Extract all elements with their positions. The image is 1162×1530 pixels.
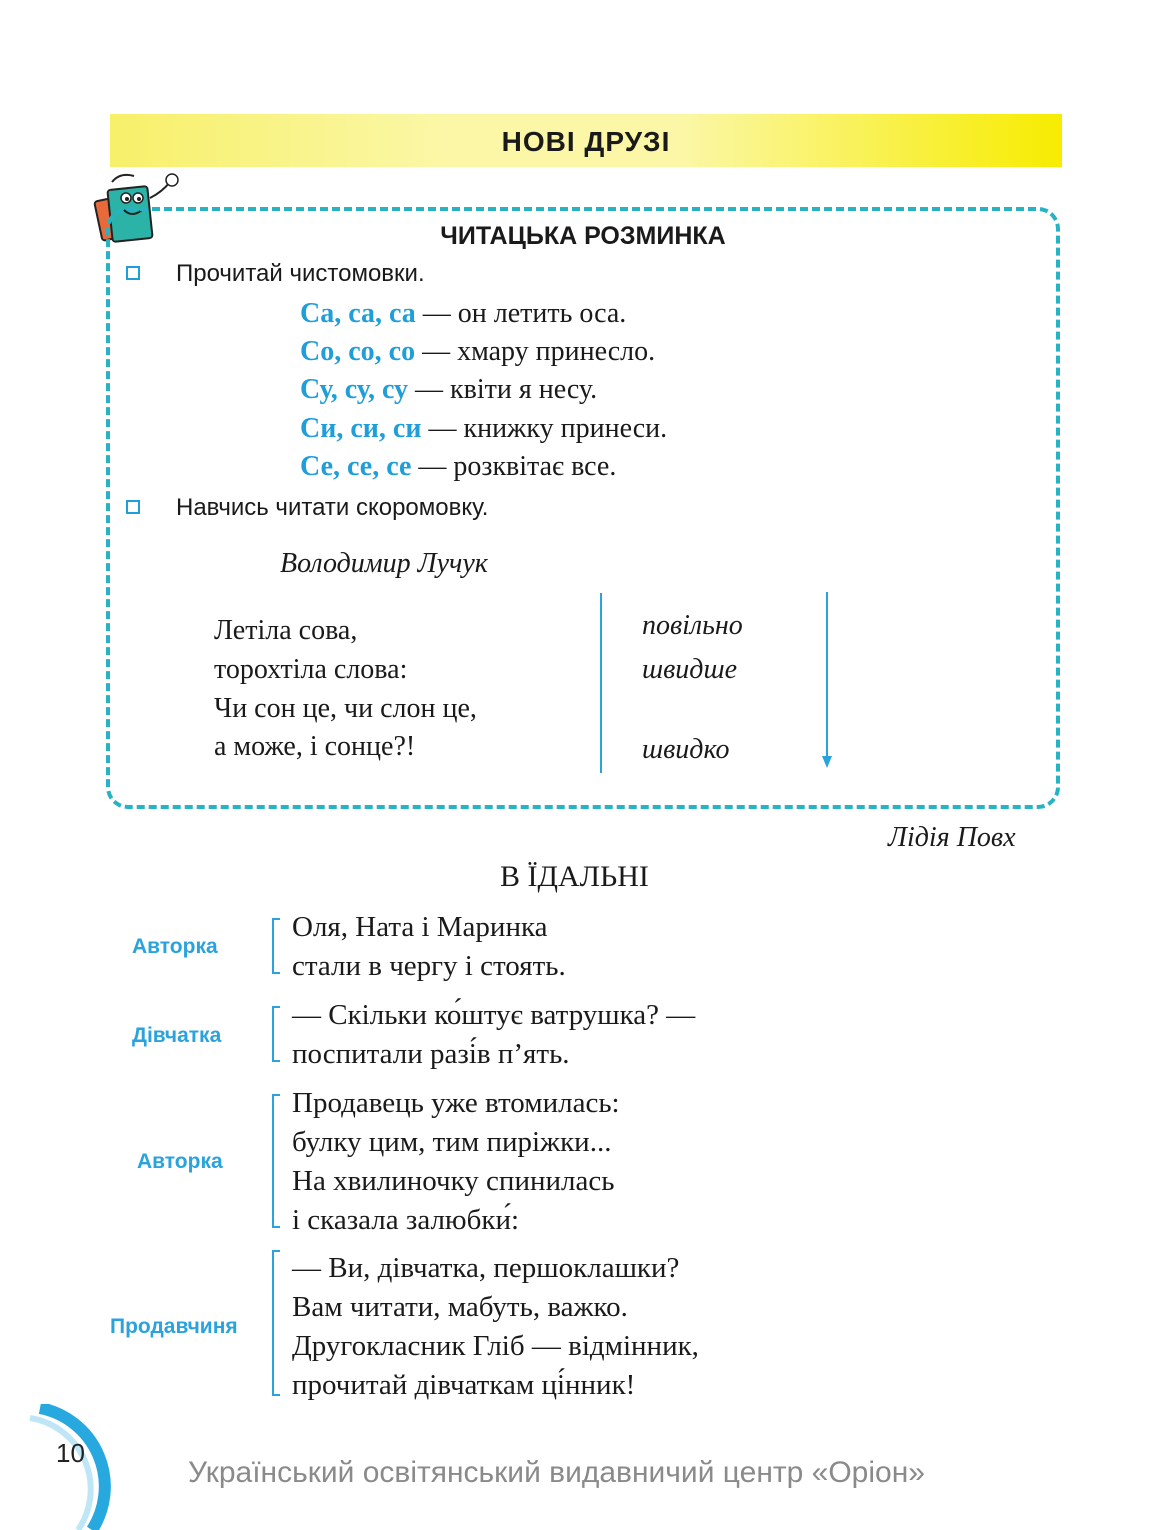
- stanza: [292, 996, 695, 1074]
- phrase-line: Су, су, су — квіти я несу.: [300, 374, 598, 405]
- verse-line: Оля, Ната і Маринка: [292, 911, 548, 943]
- phrase-line: Се, се, се — розквітає все.: [300, 451, 617, 482]
- stanza-bracket: [272, 1094, 280, 1228]
- stanza: [292, 1249, 699, 1405]
- poem-title: В ЇДАЛЬНІ: [500, 860, 649, 893]
- phrase-line: Со, со, со — хмару принесло.: [300, 336, 656, 367]
- stanza: [292, 908, 566, 986]
- stanza-bracket: [272, 918, 280, 974]
- verse-line: На хвилиночку спинилась: [292, 1165, 615, 1197]
- tempo-label: швидко: [642, 734, 730, 765]
- phrase-line: Си, си, си — книжку принеси.: [300, 413, 668, 444]
- stanza-bracket: [272, 1006, 280, 1062]
- twister-line: торохтіла слова:: [214, 654, 408, 685]
- verse-line: і сказала залюбки́:: [292, 1204, 520, 1236]
- tempo-label: швидше: [642, 654, 738, 685]
- checkbox-icon: [126, 266, 140, 280]
- twister-line: Летіла сова,: [214, 615, 358, 646]
- role-label: Авторка: [132, 935, 218, 958]
- verse-line: поспитали разі́в п’ять.: [292, 1038, 570, 1070]
- divider: [600, 593, 602, 773]
- verse-line: — Ви, дівчатка, першоклашки?: [292, 1252, 680, 1284]
- publisher-footer: Український освітянський видавничий центр «Оріон»: [188, 1456, 925, 1489]
- task-instruction: Навчись читати скоромовку.: [176, 494, 489, 521]
- verse-line: прочитай дівчаткам ці́нник!: [292, 1369, 636, 1401]
- verse-line: Вам читати, мабуть, важко.: [292, 1291, 628, 1323]
- role-label: Дівчатка: [132, 1024, 222, 1047]
- arrow-down-icon: [818, 592, 836, 770]
- verse-line: Продавець уже втомилась:: [292, 1087, 620, 1119]
- page-number: 10: [56, 1438, 85, 1468]
- verse-line: — Скільки ко́штує ватрушка? —: [292, 999, 696, 1031]
- twister-line: а може, і сонце?!: [214, 731, 416, 762]
- twister-author: Володимир Лучук: [280, 548, 488, 579]
- stanza: [292, 1084, 620, 1240]
- section-title-band: [110, 114, 1062, 167]
- twister-line: Чи сон це, чи слон це,: [214, 693, 477, 724]
- verse-line: булку цим, тим пиріжки...: [292, 1126, 612, 1158]
- verse-line: Другокласник Гліб — відмінник,: [292, 1330, 699, 1362]
- stanza-bracket: [272, 1250, 280, 1396]
- role-label: Авторка: [137, 1150, 223, 1173]
- checkbox-icon: [126, 500, 140, 514]
- verse-line: стали в чергу і стоять.: [292, 950, 566, 982]
- poem-author: Лідія Повх: [888, 822, 1016, 853]
- section-title: НОВІ ДРУЗІ: [501, 126, 671, 157]
- warmup-title: ЧИТАЦЬКА РОЗМИНКА: [440, 222, 726, 250]
- role-label: Продавчиня: [110, 1315, 238, 1338]
- phrase-line: Са, са, са — он летить оса.: [300, 298, 627, 329]
- tempo-label: повільно: [642, 610, 743, 641]
- task-instruction: Прочитай чистомовки.: [176, 260, 425, 287]
